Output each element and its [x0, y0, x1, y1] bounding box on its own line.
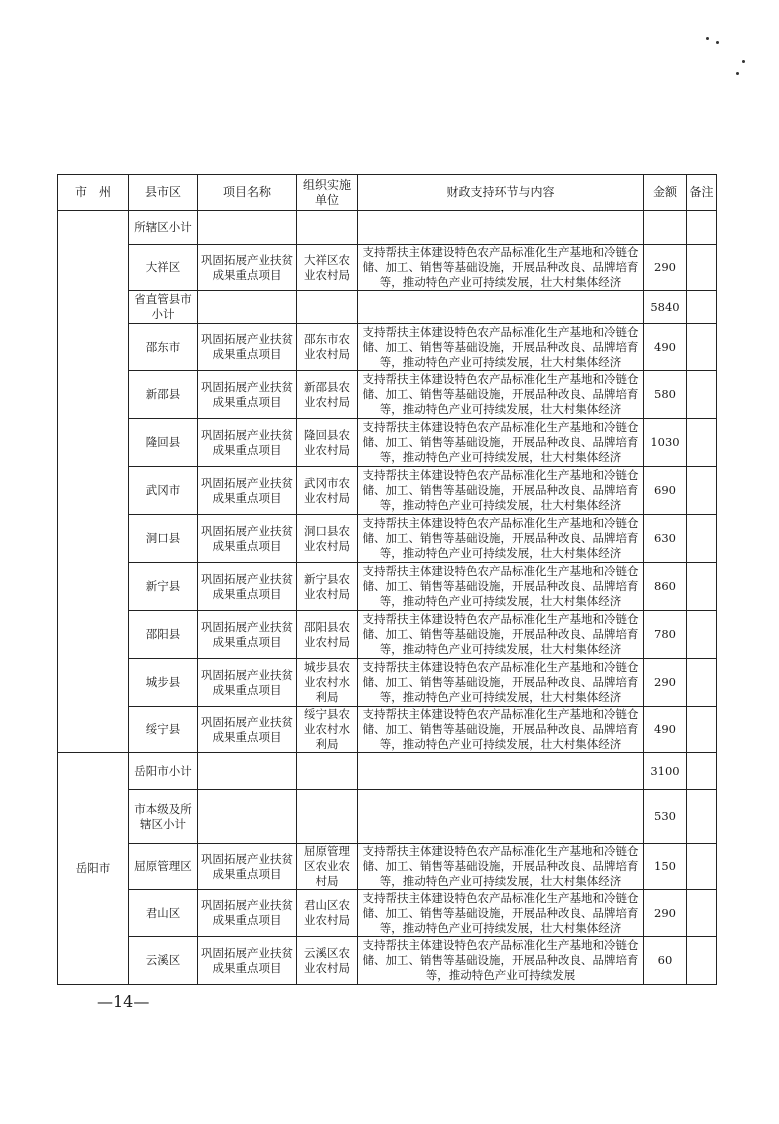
unit-cell: 云溪区农业农村局	[297, 937, 358, 985]
county-cell: 市本级及所辖区小计	[129, 790, 198, 844]
project-cell: 巩固拓展产业扶贫成果重点项目	[198, 659, 297, 707]
amount-cell: 290	[644, 890, 687, 937]
amount-cell: 490	[644, 707, 687, 753]
project-cell: 巩固拓展产业扶贫成果重点项目	[198, 563, 297, 611]
county-cell: 君山区	[129, 890, 198, 937]
project-cell: 巩固拓展产业扶贫成果重点项目	[198, 245, 297, 291]
unit-cell: 洞口县农业农村局	[297, 515, 358, 563]
content-cell: 支持帮扶主体建设特色农产品标准化生产基地和冷链仓储、加工、销售等基础设施，开展品种改良、品牌培育等，推动特色产业可持续发展，壮大村集体经济	[358, 515, 644, 563]
project-cell: 巩固拓展产业扶贫成果重点项目	[198, 371, 297, 419]
note-cell	[687, 707, 717, 753]
table-row	[58, 515, 717, 563]
amount-cell: 860	[644, 563, 687, 611]
funding-table	[57, 174, 717, 985]
amount-cell: 290	[644, 659, 687, 707]
content-cell	[358, 291, 644, 324]
county-cell: 云溪区	[129, 937, 198, 985]
project-cell: 巩固拓展产业扶贫成果重点项目	[198, 515, 297, 563]
amount-cell: 60	[644, 937, 687, 985]
content-cell: 支持帮扶主体建设特色农产品标准化生产基地和冷链仓储、加工、销售等基础设施，开展品种改良、品牌培育等，推动特色产业可持续发展，壮大村集体经济	[358, 563, 644, 611]
note-cell	[687, 753, 717, 790]
content-cell: 支持帮扶主体建设特色农产品标准化生产基地和冷链仓储、加工、销售等基础设施，开展品种改良、品牌培育等，推动特色产业可持续发展，壮大村集体经济	[358, 844, 644, 890]
project-cell	[198, 291, 297, 324]
note-cell	[687, 611, 717, 659]
table-row	[58, 371, 717, 419]
table-row	[58, 245, 717, 291]
county-cell: 新宁县	[129, 563, 198, 611]
amount-cell: 580	[644, 371, 687, 419]
unit-cell	[297, 753, 358, 790]
note-cell	[687, 515, 717, 563]
county-cell: 所辖区小计	[129, 211, 198, 245]
note-cell	[687, 419, 717, 467]
content-cell: 支持帮扶主体建设特色农产品标准化生产基地和冷链仓储、加工、销售等基础设施，开展品种改良、品牌培育等，推动特色产业可持续发展	[358, 937, 644, 985]
amount-cell: 5840	[644, 291, 687, 324]
content-cell: 支持帮扶主体建设特色农产品标准化生产基地和冷链仓储、加工、销售等基础设施，开展品种改良、品牌培育等，推动特色产业可持续发展，壮大村集体经济	[358, 245, 644, 291]
content-cell: 支持帮扶主体建设特色农产品标准化生产基地和冷链仓储、加工、销售等基础设施，开展品种改良、品牌培育等，推动特色产业可持续发展，壮大村集体经济	[358, 707, 644, 753]
content-cell: 支持帮扶主体建设特色农产品标准化生产基地和冷链仓储、加工、销售等基础设施，开展品种改良、品牌培育等，推动特色产业可持续发展，壮大村集体经济	[358, 371, 644, 419]
unit-cell: 新宁县农业农村局	[297, 563, 358, 611]
county-cell: 隆回县	[129, 419, 198, 467]
header-unit: 组织实施单位	[297, 175, 358, 211]
amount-cell	[644, 211, 687, 245]
header-project: 项目名称	[198, 175, 297, 211]
project-cell: 巩固拓展产业扶贫成果重点项目	[198, 467, 297, 515]
amount-cell: 690	[644, 467, 687, 515]
header-city: 市 州	[58, 175, 129, 211]
header-content: 财政支持环节与内容	[358, 175, 644, 211]
content-cell: 支持帮扶主体建设特色农产品标准化生产基地和冷链仓储、加工、销售等基础设施，开展品种改良、品牌培育等，推动特色产业可持续发展，壮大村集体经济	[358, 467, 644, 515]
note-cell	[687, 467, 717, 515]
unit-cell	[297, 211, 358, 245]
unit-cell: 武冈市农业农村局	[297, 467, 358, 515]
project-cell	[198, 211, 297, 245]
table-row	[58, 467, 717, 515]
amount-cell: 150	[644, 844, 687, 890]
header-county: 县市区	[129, 175, 198, 211]
amount-cell: 1030	[644, 419, 687, 467]
city-cell: 岳阳市	[58, 753, 129, 985]
project-cell	[198, 753, 297, 790]
unit-cell: 隆回县农业农村局	[297, 419, 358, 467]
unit-cell	[297, 291, 358, 324]
header-amount: 金额	[644, 175, 687, 211]
county-cell: 武冈市	[129, 467, 198, 515]
unit-cell: 城步县农业农村水利局	[297, 659, 358, 707]
note-cell	[687, 890, 717, 937]
county-cell: 省直管县市小计	[129, 291, 198, 324]
county-cell: 邵东市	[129, 324, 198, 371]
unit-cell: 屈原管理区农业农村局	[297, 844, 358, 890]
content-cell: 支持帮扶主体建设特色农产品标准化生产基地和冷链仓储、加工、销售等基础设施，开展品种改良、品牌培育等，推动特色产业可持续发展，壮大村集体经济	[358, 611, 644, 659]
county-cell: 邵阳县	[129, 611, 198, 659]
table-row	[58, 659, 717, 707]
county-cell: 大祥区	[129, 245, 198, 291]
content-cell: 支持帮扶主体建设特色农产品标准化生产基地和冷链仓储、加工、销售等基础设施，开展品种改良、品牌培育等，推动特色产业可持续发展，壮大村集体经济	[358, 324, 644, 371]
county-cell: 洞口县	[129, 515, 198, 563]
project-cell: 巩固拓展产业扶贫成果重点项目	[198, 611, 297, 659]
table-row	[58, 291, 717, 324]
amount-cell: 780	[644, 611, 687, 659]
table-row	[58, 707, 717, 753]
unit-cell: 绥宁县农业农村水利局	[297, 707, 358, 753]
unit-cell: 新邵县农业农村局	[297, 371, 358, 419]
note-cell	[687, 790, 717, 844]
unit-cell: 邵东市农业农村局	[297, 324, 358, 371]
note-cell	[687, 937, 717, 985]
amount-cell: 490	[644, 324, 687, 371]
amount-cell: 630	[644, 515, 687, 563]
table-row	[58, 419, 717, 467]
note-cell	[687, 371, 717, 419]
table-row	[58, 563, 717, 611]
table-row	[58, 937, 717, 985]
amount-cell: 290	[644, 245, 687, 291]
note-cell	[687, 659, 717, 707]
note-cell	[687, 245, 717, 291]
county-cell: 城步县	[129, 659, 198, 707]
note-cell	[687, 324, 717, 371]
content-cell	[358, 211, 644, 245]
county-cell: 新邵县	[129, 371, 198, 419]
project-cell	[198, 790, 297, 844]
note-cell	[687, 211, 717, 245]
county-cell: 岳阳市小计	[129, 753, 198, 790]
content-cell: 支持帮扶主体建设特色农产品标准化生产基地和冷链仓储、加工、销售等基础设施，开展品种改良、品牌培育等，推动特色产业可持续发展，壮大村集体经济	[358, 890, 644, 937]
amount-cell: 530	[644, 790, 687, 844]
unit-cell	[297, 790, 358, 844]
project-cell: 巩固拓展产业扶贫成果重点项目	[198, 937, 297, 985]
table-row	[58, 211, 717, 245]
content-cell: 支持帮扶主体建设特色农产品标准化生产基地和冷链仓储、加工、销售等基础设施，开展品种改良、品牌培育等，推动特色产业可持续发展，壮大村集体经济	[358, 659, 644, 707]
table-row	[58, 890, 717, 937]
unit-cell: 大祥区农业农村局	[297, 245, 358, 291]
content-cell: 支持帮扶主体建设特色农产品标准化生产基地和冷链仓储、加工、销售等基础设施，开展品种改良、品牌培育等，推动特色产业可持续发展，壮大村集体经济	[358, 419, 644, 467]
page-number: —14—	[97, 992, 150, 1011]
amount-cell: 3100	[644, 753, 687, 790]
project-cell: 巩固拓展产业扶贫成果重点项目	[198, 844, 297, 890]
county-cell: 屈原管理区	[129, 844, 198, 890]
project-cell: 巩固拓展产业扶贫成果重点项目	[198, 324, 297, 371]
city-cell	[58, 211, 129, 753]
project-cell: 巩固拓展产业扶贫成果重点项目	[198, 419, 297, 467]
table-row	[58, 753, 717, 790]
table-row	[58, 324, 717, 371]
header-row	[58, 175, 717, 211]
unit-cell: 邵阳县农业农村局	[297, 611, 358, 659]
project-cell: 巩固拓展产业扶贫成果重点项目	[198, 707, 297, 753]
table-row	[58, 611, 717, 659]
table-row	[58, 790, 717, 844]
unit-cell: 君山区农业农村局	[297, 890, 358, 937]
project-cell: 巩固拓展产业扶贫成果重点项目	[198, 890, 297, 937]
county-cell: 绥宁县	[129, 707, 198, 753]
content-cell	[358, 790, 644, 844]
note-cell	[687, 844, 717, 890]
content-cell	[358, 753, 644, 790]
table-row	[58, 844, 717, 890]
note-cell	[687, 563, 717, 611]
note-cell	[687, 291, 717, 324]
header-note: 备注	[687, 175, 717, 211]
